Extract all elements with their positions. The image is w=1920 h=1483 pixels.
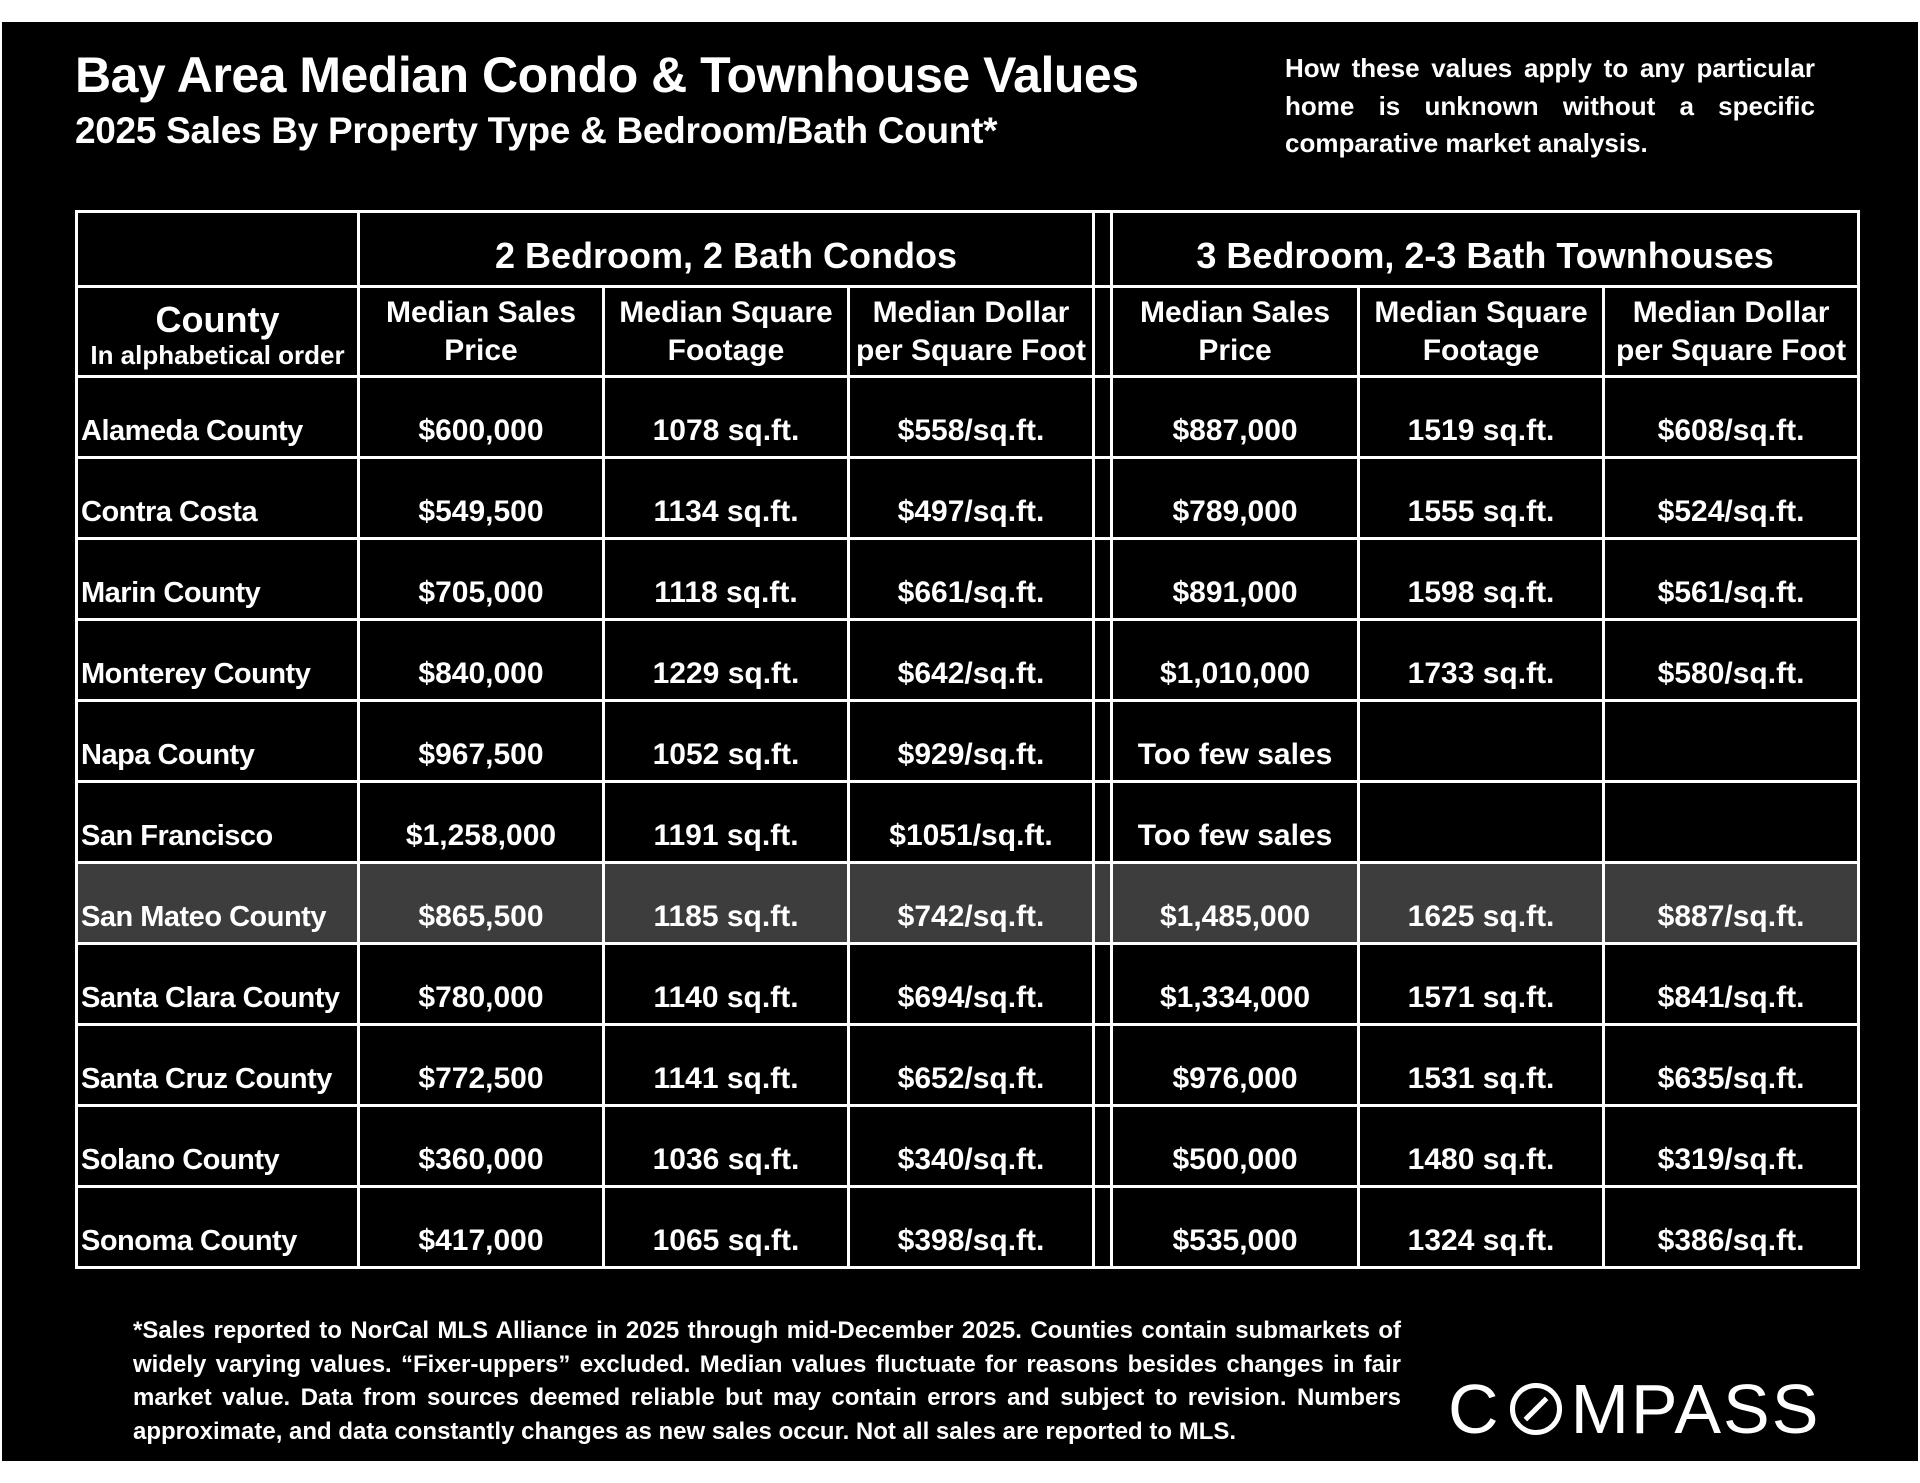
table-row bbox=[77, 377, 1859, 458]
condo-dollar-per-sqft-cell: $929/sq.ft. bbox=[849, 701, 1094, 782]
county-header-subtitle: In alphabetical order bbox=[90, 339, 345, 370]
townhouse-median-sqft-cell: 1519 sq.ft. bbox=[1359, 377, 1604, 458]
condo-median-sqft-cell: 1065 sq.ft. bbox=[604, 1187, 849, 1268]
townhouse-dollar-per-sqft-cell: $524/sq.ft. bbox=[1604, 458, 1859, 539]
corner-cell bbox=[77, 212, 359, 287]
group-divider-spacer bbox=[1094, 782, 1112, 863]
condo-median-price-cell: $600,000 bbox=[359, 377, 604, 458]
county-cell: Santa Cruz County bbox=[77, 1025, 359, 1106]
townhouse-dollar-per-sqft-cell: $319/sq.ft. bbox=[1604, 1106, 1859, 1187]
townhouse-median-price-cell: Too few sales bbox=[1112, 701, 1359, 782]
county-cell: Contra Costa bbox=[77, 458, 359, 539]
condo-median-sqft-cell: 1036 sq.ft. bbox=[604, 1106, 849, 1187]
townhouse-dollar-per-sqft-cell: $841/sq.ft. bbox=[1604, 944, 1859, 1025]
flyer-canvas bbox=[2, 22, 1918, 1461]
condo-median-sqft-cell: 1078 sq.ft. bbox=[604, 377, 849, 458]
condo-dollar-per-sqft-cell: $1051/sq.ft. bbox=[849, 782, 1094, 863]
group-divider-spacer bbox=[1094, 458, 1112, 539]
townhouse-median-sqft-cell: 1555 sq.ft. bbox=[1359, 458, 1604, 539]
table-row bbox=[77, 701, 1859, 782]
townhouse-median-sqft-cell bbox=[1359, 782, 1604, 863]
townhouse-median-price-cell: $1,334,000 bbox=[1112, 944, 1359, 1025]
condo-dollar-per-sqft-cell: $340/sq.ft. bbox=[849, 1106, 1094, 1187]
condo-median-price-cell: $360,000 bbox=[359, 1106, 604, 1187]
table-body bbox=[77, 377, 1859, 1268]
condo-dollar-per-sqft-cell: $694/sq.ft. bbox=[849, 944, 1094, 1025]
condo-median-price-cell: $772,500 bbox=[359, 1025, 604, 1106]
group-divider-spacer bbox=[1094, 1187, 1112, 1268]
condo-dollar-sqft-header: Median Dollar per Square Foot bbox=[849, 287, 1094, 377]
townhouse-dollar-per-sqft-cell: $608/sq.ft. bbox=[1604, 377, 1859, 458]
townhouse-dollar-per-sqft-cell: $887/sq.ft. bbox=[1604, 863, 1859, 944]
logo-letters-mpass: MPASS bbox=[1570, 1370, 1821, 1448]
townhouse-sqft-header: Median Square Footage bbox=[1359, 287, 1604, 377]
townhouse-median-sqft-cell: 1571 sq.ft. bbox=[1359, 944, 1604, 1025]
group-divider-spacer bbox=[1094, 620, 1112, 701]
column-header-row bbox=[77, 287, 1859, 377]
table-row bbox=[77, 1025, 1859, 1106]
group-header-row bbox=[77, 212, 1859, 287]
county-cell: Monterey County bbox=[77, 620, 359, 701]
townhouse-median-sqft-cell: 1625 sq.ft. bbox=[1359, 863, 1604, 944]
county-cell: San Mateo County bbox=[77, 863, 359, 944]
townhouse-median-price-cell: $789,000 bbox=[1112, 458, 1359, 539]
group-divider-spacer bbox=[1094, 863, 1112, 944]
county-cell: Marin County bbox=[77, 539, 359, 620]
county-header-title: County bbox=[155, 299, 280, 341]
townhouse-median-price-cell: $976,000 bbox=[1112, 1025, 1359, 1106]
condo-dollar-per-sqft-cell: $558/sq.ft. bbox=[849, 377, 1094, 458]
condo-median-price-cell: $967,500 bbox=[359, 701, 604, 782]
townhouse-dollar-per-sqft-cell bbox=[1604, 701, 1859, 782]
condo-median-sqft-cell: 1134 sq.ft. bbox=[604, 458, 849, 539]
condo-price-header: Median Sales Price bbox=[359, 287, 604, 377]
table-row bbox=[77, 863, 1859, 944]
condo-median-sqft-cell: 1185 sq.ft. bbox=[604, 863, 849, 944]
townhouse-dollar-per-sqft-cell: $580/sq.ft. bbox=[1604, 620, 1859, 701]
condo-median-price-cell: $549,500 bbox=[359, 458, 604, 539]
condo-dollar-per-sqft-cell: $497/sq.ft. bbox=[849, 458, 1094, 539]
group-divider-spacer bbox=[1094, 1025, 1112, 1106]
logo-letter-c: C bbox=[1448, 1370, 1501, 1448]
county-cell: Napa County bbox=[77, 701, 359, 782]
condo-median-sqft-cell: 1141 sq.ft. bbox=[604, 1025, 849, 1106]
table-row bbox=[77, 1187, 1859, 1268]
values-table bbox=[75, 210, 1860, 1269]
townhouse-median-price-cell: $535,000 bbox=[1112, 1187, 1359, 1268]
condo-sqft-header: Median Square Footage bbox=[604, 287, 849, 377]
group-divider-spacer bbox=[1094, 539, 1112, 620]
table-row bbox=[77, 782, 1859, 863]
condo-dollar-per-sqft-cell: $398/sq.ft. bbox=[849, 1187, 1094, 1268]
townhouse-dollar-per-sqft-cell: $561/sq.ft. bbox=[1604, 539, 1859, 620]
county-cell: Sonoma County bbox=[77, 1187, 359, 1268]
condo-group-header: 2 Bedroom, 2 Bath Condos bbox=[359, 212, 1094, 287]
table-row bbox=[77, 620, 1859, 701]
table-row bbox=[77, 458, 1859, 539]
condo-median-price-cell: $705,000 bbox=[359, 539, 604, 620]
county-cell: Solano County bbox=[77, 1106, 359, 1187]
table-row bbox=[77, 944, 1859, 1025]
compass-logo bbox=[1448, 1370, 1821, 1448]
group-divider-spacer bbox=[1094, 212, 1112, 287]
townhouse-group-header: 3 Bedroom, 2-3 Bath Townhouses bbox=[1112, 212, 1859, 287]
table-row bbox=[77, 539, 1859, 620]
county-column-header bbox=[77, 287, 359, 377]
county-cell: Santa Clara County bbox=[77, 944, 359, 1025]
county-cell: Alameda County bbox=[77, 377, 359, 458]
group-divider-spacer bbox=[1094, 701, 1112, 782]
condo-median-sqft-cell: 1229 sq.ft. bbox=[604, 620, 849, 701]
condo-median-price-cell: $840,000 bbox=[359, 620, 604, 701]
group-divider-spacer bbox=[1094, 944, 1112, 1025]
condo-dollar-per-sqft-cell: $652/sq.ft. bbox=[849, 1025, 1094, 1106]
townhouse-median-price-cell: Too few sales bbox=[1112, 782, 1359, 863]
townhouse-median-sqft-cell: 1324 sq.ft. bbox=[1359, 1187, 1604, 1268]
footnote-text: *Sales reported to NorCal MLS Alliance in 2025 through mid-December 2025. Counties contain submarkets of widely varying values. “Fixer-uppers” excluded. Median values fluctuate for reasons besides changes in fair market value. Data from sources deemed reliable but may contain errors and subject to revision. Numbers approximate, and data constantly changes as new sales occur. Not all sales are reported to MLS. bbox=[133, 1317, 1401, 1445]
townhouse-median-price-cell: $891,000 bbox=[1112, 539, 1359, 620]
condo-median-price-cell: $417,000 bbox=[359, 1187, 604, 1268]
page-title: Bay Area Median Condo & Townhouse Values bbox=[75, 47, 1139, 103]
townhouse-median-sqft-cell: 1531 sq.ft. bbox=[1359, 1025, 1604, 1106]
townhouse-median-price-cell: $887,000 bbox=[1112, 377, 1359, 458]
page-subtitle: 2025 Sales By Property Type & Bedroom/Bath Count* bbox=[75, 110, 998, 151]
condo-median-price-cell: $1,258,000 bbox=[359, 782, 604, 863]
condo-median-sqft-cell: 1191 sq.ft. bbox=[604, 782, 849, 863]
condo-median-price-cell: $780,000 bbox=[359, 944, 604, 1025]
condo-dollar-per-sqft-cell: $742/sq.ft. bbox=[849, 863, 1094, 944]
group-divider-spacer bbox=[1094, 287, 1112, 377]
townhouse-median-sqft-cell bbox=[1359, 701, 1604, 782]
compass-needle-o-icon bbox=[1508, 1381, 1564, 1437]
group-divider-spacer bbox=[1094, 1106, 1112, 1187]
disclaimer-text: How these values apply to any particular home is unknown without a specific comparative market analysis. bbox=[1285, 53, 1815, 159]
townhouse-median-sqft-cell: 1733 sq.ft. bbox=[1359, 620, 1604, 701]
townhouse-dollar-per-sqft-cell bbox=[1604, 782, 1859, 863]
condo-median-price-cell: $865,500 bbox=[359, 863, 604, 944]
table-row bbox=[77, 1106, 1859, 1187]
condo-dollar-per-sqft-cell: $642/sq.ft. bbox=[849, 620, 1094, 701]
condo-median-sqft-cell: 1118 sq.ft. bbox=[604, 539, 849, 620]
townhouse-dollar-sqft-header: Median Dollar per Square Foot bbox=[1604, 287, 1859, 377]
townhouse-median-price-cell: $1,485,000 bbox=[1112, 863, 1359, 944]
condo-dollar-per-sqft-cell: $661/sq.ft. bbox=[849, 539, 1094, 620]
townhouse-dollar-per-sqft-cell: $635/sq.ft. bbox=[1604, 1025, 1859, 1106]
townhouse-median-sqft-cell: 1598 sq.ft. bbox=[1359, 539, 1604, 620]
condo-median-sqft-cell: 1140 sq.ft. bbox=[604, 944, 849, 1025]
county-cell: San Francisco bbox=[77, 782, 359, 863]
townhouse-median-price-cell: $1,010,000 bbox=[1112, 620, 1359, 701]
condo-median-sqft-cell: 1052 sq.ft. bbox=[604, 701, 849, 782]
group-divider-spacer bbox=[1094, 377, 1112, 458]
townhouse-dollar-per-sqft-cell: $386/sq.ft. bbox=[1604, 1187, 1859, 1268]
townhouse-median-sqft-cell: 1480 sq.ft. bbox=[1359, 1106, 1604, 1187]
townhouse-median-price-cell: $500,000 bbox=[1112, 1106, 1359, 1187]
townhouse-price-header: Median Sales Price bbox=[1112, 287, 1359, 377]
